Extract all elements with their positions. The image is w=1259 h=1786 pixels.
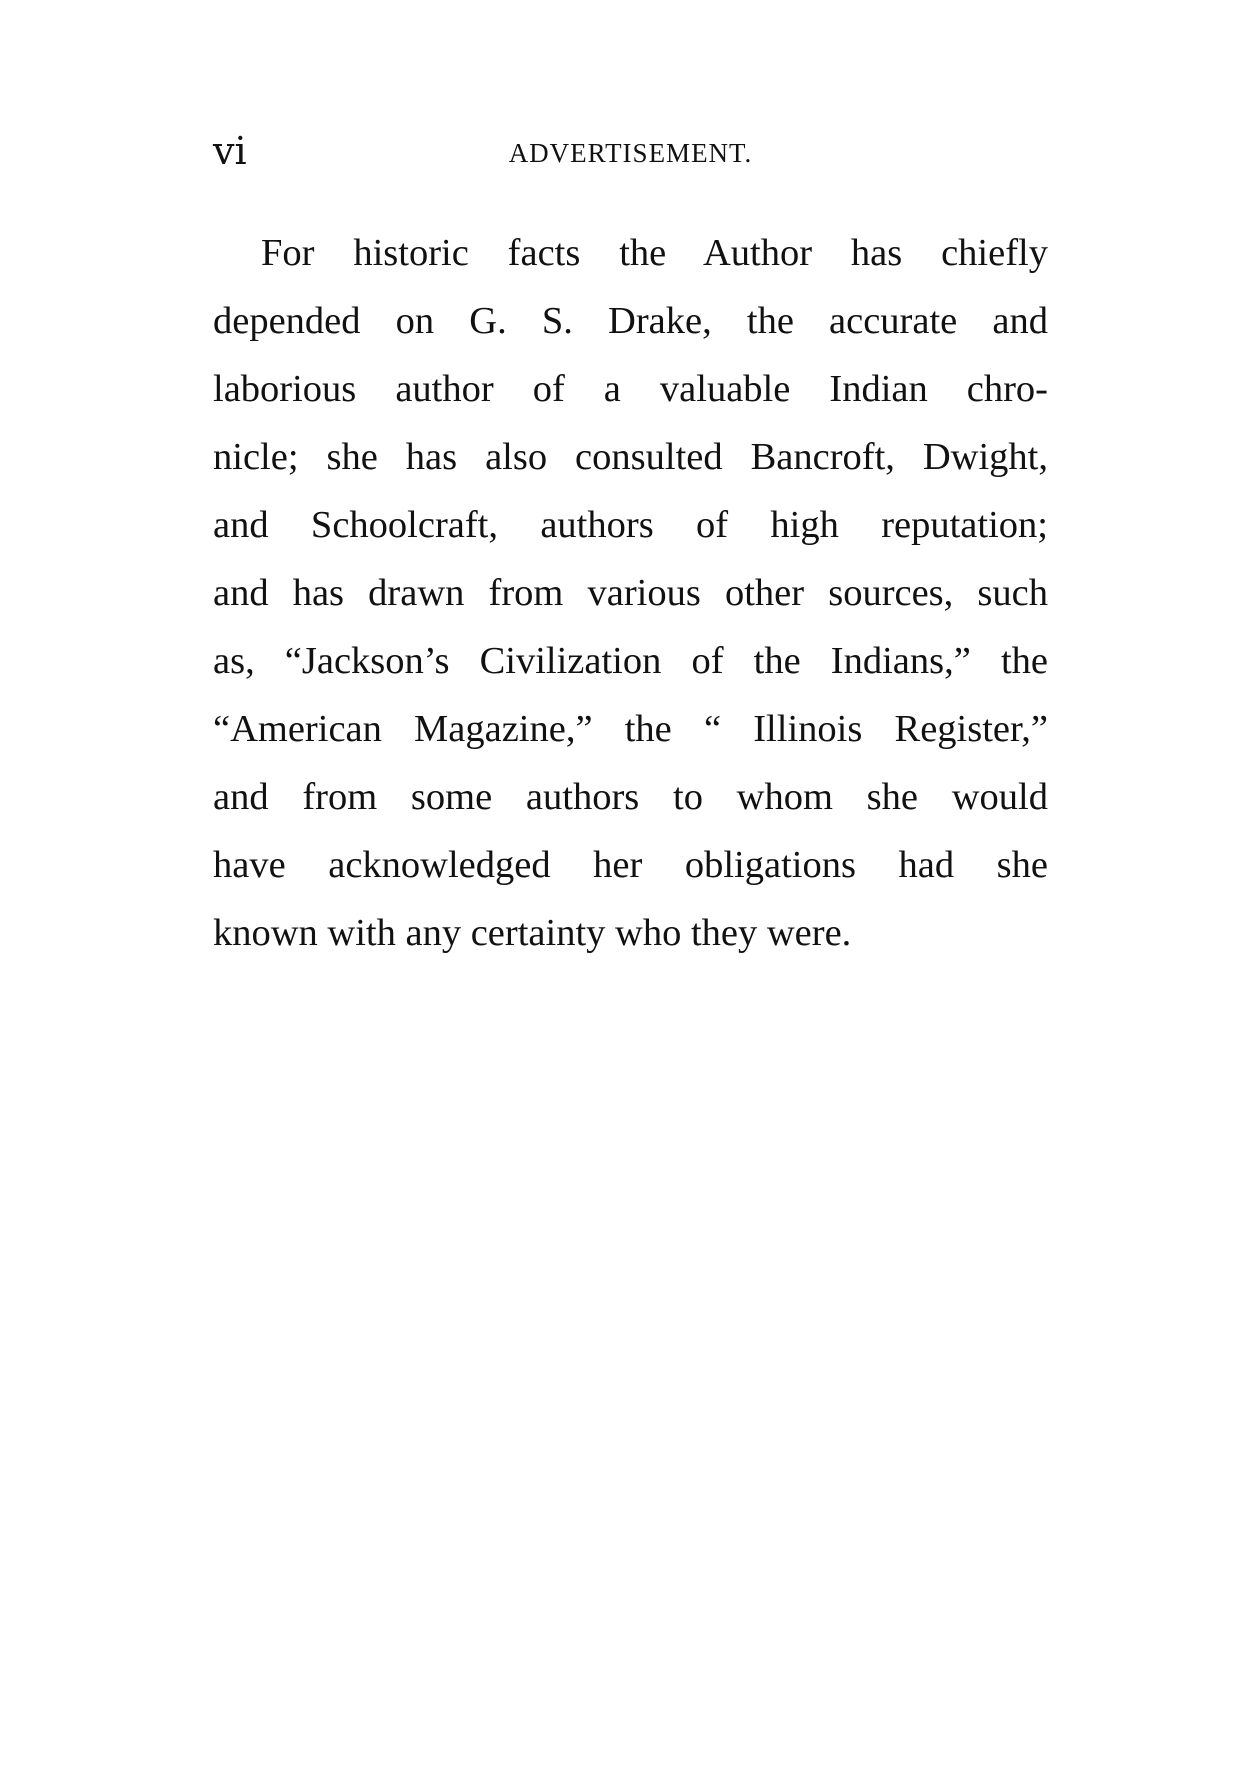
text-line: laborious author of a valuable Indian chro- [213,368,1048,410]
running-title: ADVERTISEMENT. [508,138,753,168]
text-line: “American Magazine,” the “ Illinois Register,” [213,708,1048,750]
running-head [213,126,1048,176]
text-line: as, “Jackson’s Civilization of the Indians,” the [213,640,1048,682]
advertisement-paragraph [213,219,1048,967]
text-line: and has drawn from various other sources, such [213,572,1048,614]
text-line: depended on G. S. Drake, the accurate and [213,300,1048,342]
text-line: nicle; she has also consulted Bancroft, Dwight, [213,436,1048,478]
text-line: known with any certainty who they were. [213,912,852,954]
text-line: and Schoolcraft, authors of high reputation; [213,504,1048,546]
page-number: vi [213,129,247,173]
text-line: and from some authors to whom she would [213,776,1048,818]
text-line: For historic facts the Author has chiefly [261,232,1048,274]
text-line: have acknowledged her obligations had she [213,844,1048,886]
